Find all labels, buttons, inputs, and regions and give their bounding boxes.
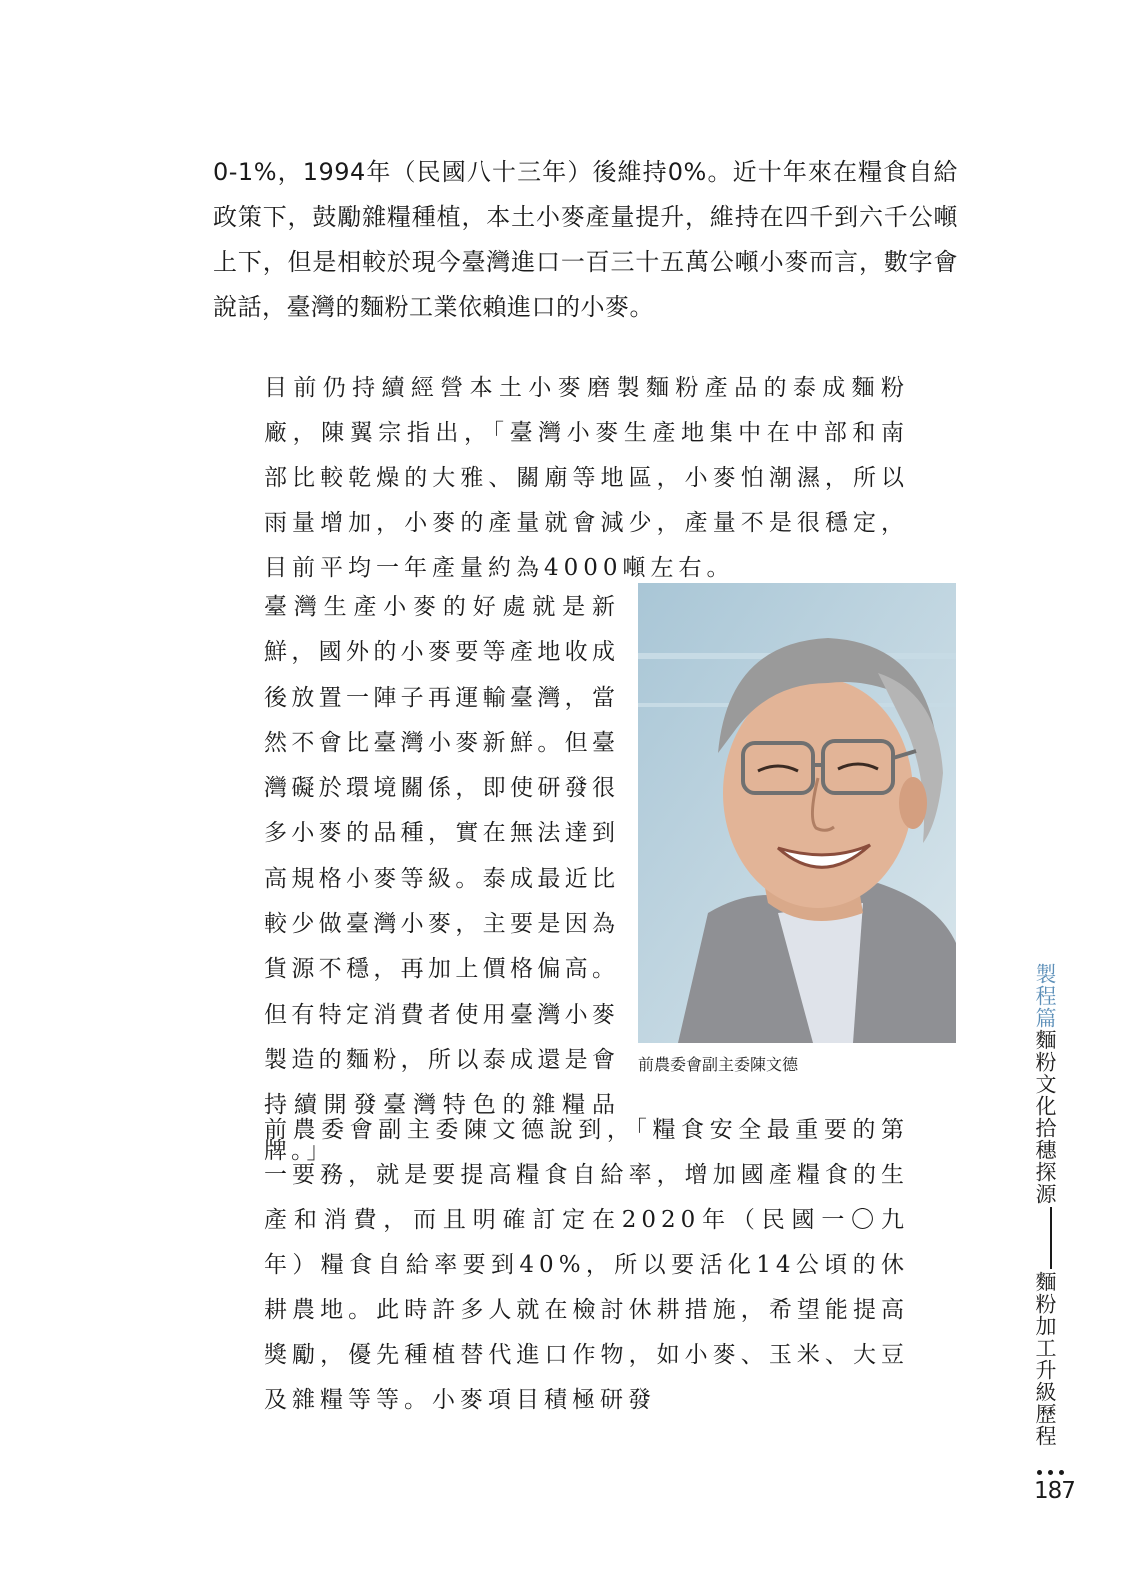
chapter-label: 製程篇 xyxy=(1033,963,1057,1029)
quote-paragraph-2: 臺灣生產小麥的好處就是新鮮，國外的小麥要等產地收成後放置一陣子再運輸臺灣，當然不會比臺灣小麥新鮮。但臺灣礙於環境關係，即使研發很多小麥的品種，實在無法達到高規格小麥等級。泰成最近比較少做臺灣小麥，主要是因為貨源不穩，再加上價格偏高。但有特定消費者使用臺灣小麥製造的麵粉，所以泰成還是會持續開發臺灣特色的雜糧品牌。」 xyxy=(264,594,619,1164)
chapter-title-part1: 麵粉文化拾穗探源 xyxy=(1033,1029,1057,1205)
chapter-title-part2: 麵粉加工升級歷程 xyxy=(1033,1271,1057,1447)
quote-paragraph-3: 前農委會副主委陳文德說到，「糧食安全最重要的第一要務，就是要提高糧食自給率，增加國產糧食的生產和消費，而且明確訂定在2020年（民國一〇九年）糧食自給率要到40%，所以要活化14公頃的休耕農地。此時許多人就在檢討休耕措施，希望能提高獎勵，優先種植替代進口作物，如小麥、玉米、大豆及雜糧等等。小麥項目積極研發 xyxy=(264,1117,909,1413)
title-divider xyxy=(1050,1207,1052,1269)
page-dots-icon xyxy=(1037,1470,1067,1476)
portrait-illustration xyxy=(638,583,956,1043)
running-header xyxy=(1033,963,1066,1447)
body-paragraph-1: 0-1%，1994年（民國八十三年）後維持0%。近十年來在糧食自給政策下，鼓勵雜糧種植，本土小麥產量提升，維持在四千到六千公噸上下，但是相較於現今臺灣進口一百三十五萬公噸小麥而言，數字會說話，臺灣的麵粉工業依賴進口的小麥。 xyxy=(213,158,958,321)
quote-paragraph-1: 目前仍持續經營本土小麥磨製麵粉產品的泰成麵粉廠，陳翼宗指出，「臺灣小麥生產地集中在中部和南部比較乾燥的大雅、關廟等地區，小麥怕潮濕，所以雨量增加，小麥的產量就會減少，產量不是很穩定，目前平均一年產量約為4000噸左右。 xyxy=(264,375,909,581)
portrait-photo xyxy=(638,583,956,1043)
photo-caption: 前農委會副主委陳文德 xyxy=(638,1055,799,1074)
page-number: 187 xyxy=(1034,1478,1075,1504)
